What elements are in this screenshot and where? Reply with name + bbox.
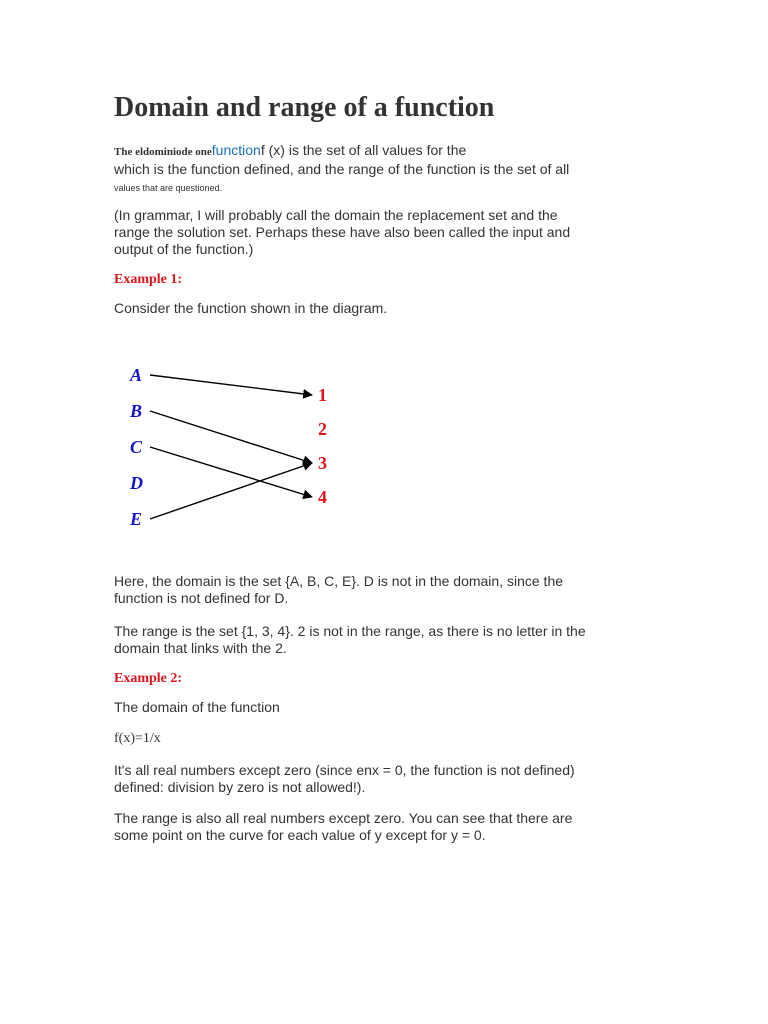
domain-labels xyxy=(129,365,143,529)
range-explanation: The range is the set {1, 3, 4}. 2 is not in the range, as there is no letter in the domain that links with the 2. xyxy=(114,623,586,656)
function-mapping-diagram xyxy=(114,360,354,535)
example-2-domain-text: It's all real numbers except zero (since enx = 0, the function is not defined) defined: division by zero is not allowed!). xyxy=(114,762,575,795)
domain-label-d: D xyxy=(130,473,143,493)
range-label-3: 3 xyxy=(318,453,327,473)
example-2-label: Example 2: xyxy=(114,671,183,686)
domain-label-e: E xyxy=(130,509,143,529)
example-1-label: Example 1: xyxy=(114,272,183,287)
range-label-1: 1 xyxy=(318,385,327,405)
range-label-2: 2 xyxy=(318,419,327,439)
grammar-paragraph: (In grammar, I will probably call the domain the replacement set and the range the solution set. Perhaps these have also been called the input and output of the function.) xyxy=(114,207,571,257)
intro-rest-2: which is the function defined, and the range of the function is the set of all xyxy=(114,161,570,177)
example-2-range-text: The range is also all real numbers except zero. You can see that there are some point on the curve for each value of y except for y = 0. xyxy=(114,810,573,843)
domain-label-b: B xyxy=(130,401,143,421)
intro-rest-1: f (x) is the set of all values for the xyxy=(260,142,467,158)
example-1-text: Consider the function shown in the diagram. xyxy=(114,300,388,316)
arrow-a-to-1 xyxy=(150,375,312,395)
page-title: Domain and range of a function xyxy=(114,92,495,123)
function-formula: f(x)=1/x xyxy=(114,731,161,746)
function-link[interactable]: function xyxy=(211,142,261,158)
intro-lead: The eldominiode one xyxy=(114,146,212,158)
domain-explanation: Here, the domain is the set {A, B, C, E}. D is not in the domain, since the function is not defined for D. xyxy=(114,573,564,606)
mapping-arrows xyxy=(150,375,312,519)
range-labels xyxy=(318,385,327,507)
example-2-intro: The domain of the function xyxy=(114,699,280,715)
domain-label-c: C xyxy=(130,437,143,457)
intro-paragraph xyxy=(114,142,594,195)
domain-label-a: A xyxy=(130,365,143,385)
intro-tiny: values that are questioned. xyxy=(114,183,223,193)
range-label-4: 4 xyxy=(318,487,327,507)
